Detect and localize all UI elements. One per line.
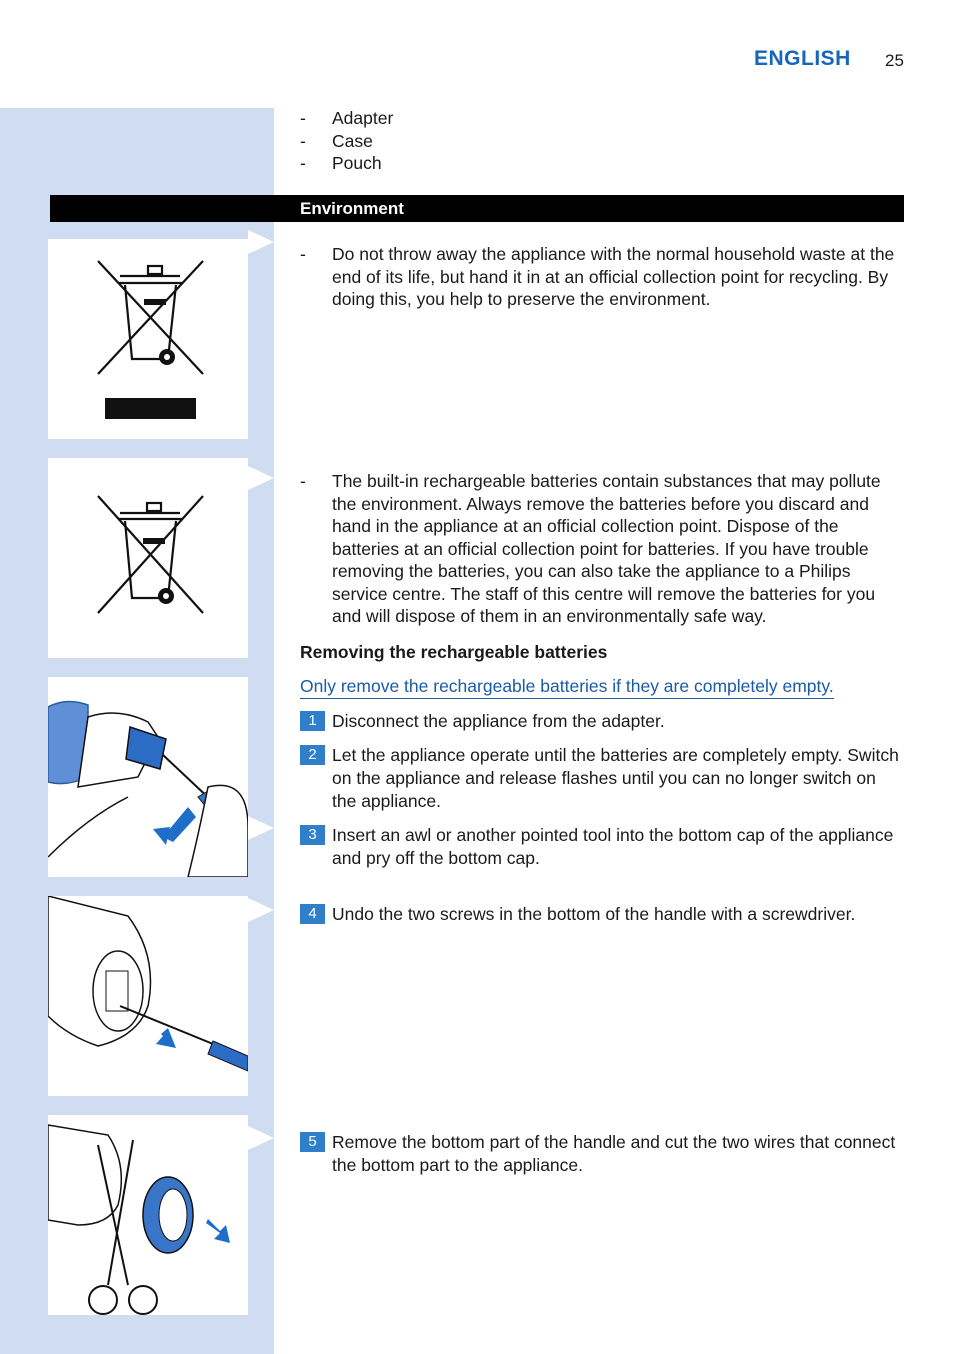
environment-paragraph-2: - The built-in rechargeable batteries contain substances that may pollute the environment. Always remove the batteries before you discard and hand in the appliance at an official collection point. Dispose of the batteries at an official collection point for batteries. If you have trouble removing the batteries, you can also take the appliance to a Philips service centre. The staff of this centre will remove the batteries for you and will dispose of them in an environmentally safe way. [300, 471, 881, 626]
step-1 [300, 710, 900, 733]
step-text: Insert an awl or another pointed tool into the bottom cap of the appliance and pry off the bottom cap. [332, 825, 894, 868]
arrow-icon [206, 1219, 230, 1243]
list-item: - Pouch [300, 153, 382, 173]
crossed-bin-icon [48, 239, 248, 439]
list-item: - Adapter [300, 108, 394, 128]
arrow-icon [163, 807, 196, 842]
language-label: ENGLISH [754, 47, 851, 70]
screwdriver-icon [208, 1041, 248, 1071]
panel-pointer [248, 1126, 274, 1150]
step-5 [300, 1131, 900, 1177]
step-2 [300, 744, 900, 813]
step-text: Remove the bottom part of the handle and cut the two wires that connect the bottom part to the appliance. [332, 1132, 896, 1175]
scissors-illustration [48, 1115, 248, 1315]
panel-pointer [248, 230, 274, 254]
step-3 [300, 824, 900, 870]
step-number-badge: 2 [300, 745, 325, 765]
appliance-handle-icon [48, 1125, 121, 1225]
accessory-list [300, 107, 900, 175]
step-text: Let the appliance operate until the batteries are completely empty. Switch on the appliance and release flashes until you can no longer switch on the appliance. [332, 745, 899, 811]
environment-paragraph-1: - Do not throw away the appliance with the normal household waste at the end of its life, but hand it in at an official collection point for recycling. By doing this, you help to preserve the environment. [300, 244, 895, 309]
step-number-badge: 4 [300, 904, 325, 924]
step-number-badge: 3 [300, 825, 325, 845]
panel-pointer [248, 898, 274, 922]
step-number-badge: 1 [300, 711, 325, 731]
battery-bin-illustration [48, 458, 248, 658]
section-title: Environment [300, 199, 404, 218]
step-4 [300, 903, 900, 926]
list-item: - Case [300, 130, 373, 151]
removing-batteries-heading: Removing the rechargeable batteries [300, 642, 608, 662]
section-header-bar [50, 195, 904, 222]
step-text: Undo the two screws in the bottom of the handle with a screwdriver. [332, 904, 856, 924]
awl-illustration [48, 677, 248, 877]
screwdriver-illustration [48, 896, 248, 1096]
step-number-badge: 5 [300, 1132, 325, 1152]
page-number: 25 [885, 51, 904, 70]
weee-bin-illustration [48, 239, 248, 439]
panel-pointer [248, 466, 274, 490]
crossed-bin-icon [48, 458, 248, 658]
panel-pointer [248, 816, 274, 840]
step-text: Disconnect the appliance from the adapter. [332, 711, 665, 731]
caution-note: Only remove the rechargeable batteries if they are completely empty. [300, 676, 834, 699]
